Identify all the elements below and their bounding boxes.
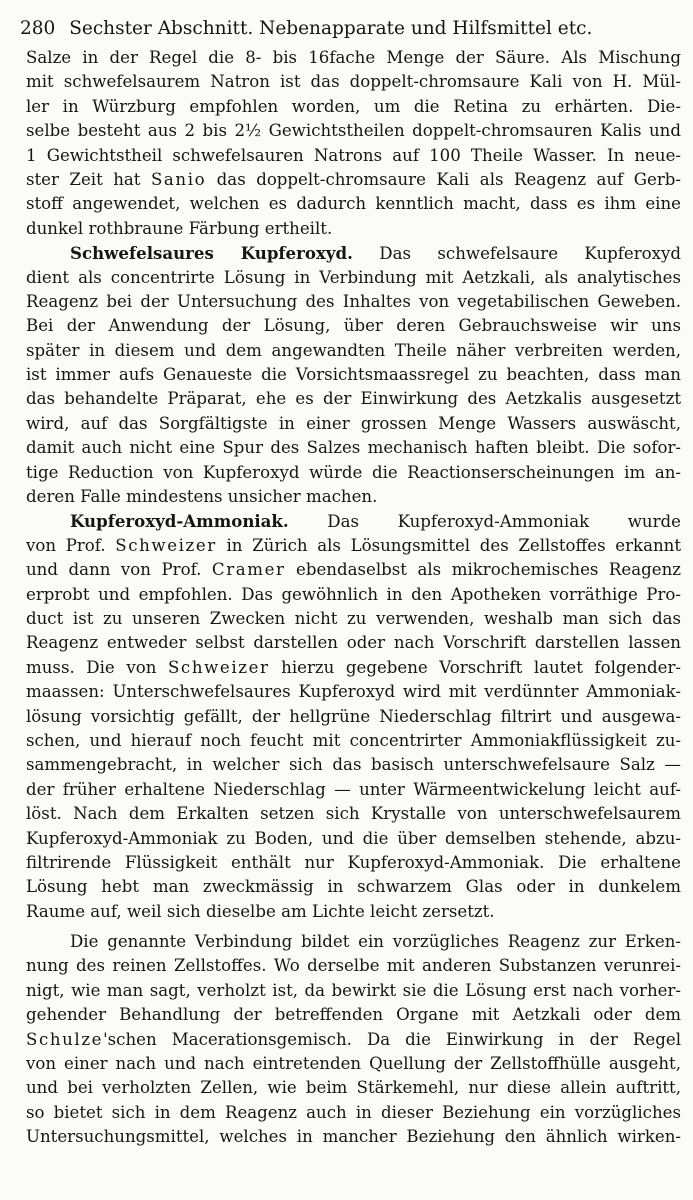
text-line: von Prof. Schweizer in Zürich als Lösungsmittel des Zellstoffes erkannt [26, 535, 681, 555]
text-line: 1 Gewichtstheil schwefelsauren Natrons auf 100 Theile Wasser. In neue- [26, 145, 681, 165]
text-line: Bei der Anwendung der Lösung, über deren Gebrauchsweise wir uns [26, 316, 681, 336]
text-line: Raume auf, weil sich dieselbe am Lichte leicht zersetzt. [26, 901, 495, 921]
text-line: ist immer aufs Genaueste die Vorsichtsmaassregel zu beachten, dass man [26, 365, 681, 385]
text-line: nigt, wie man sagt, verholzt ist, da bewirkt sie die Lösung erst nach vorher- [26, 980, 681, 1000]
text-line: mit schwefelsaurem Natron ist das doppelt-chromsaure Kali von H. Mül- [26, 72, 681, 92]
running-title: Sechster Abschnitt. Nebenapparate und Hilfsmittel etc. [69, 18, 593, 39]
text-line: Reagenz entweder selbst darstellen oder nach Vorschrift darstellen lassen [26, 633, 681, 653]
text-line: Reagenz bei der Untersuchung des Inhaltes von vegetabilischen Geweben. [26, 291, 681, 311]
text-line: das behandelte Präparat, ehe es der Einwirkung des Aetzkalis ausgesetzt [26, 389, 681, 409]
paragraph [26, 930, 681, 1150]
text-line: löst. Nach dem Erkalten setzen sich Krystalle von unterschwefelsaurem [26, 804, 681, 824]
text-line: Salze in der Regel die 8- bis 16fache Menge der Säure. Als Mischung [26, 48, 681, 67]
text-line: später in diesem und dem angewandten Theile näher verbreiten werden, [26, 340, 681, 360]
text-line: filtrirende Flüssigkeit enthält nur Kupferoxyd-Ammoniak. Die erhaltene [26, 852, 681, 872]
spaced-name: Sanio [150, 169, 207, 189]
text-line: Kupferoxyd-Ammoniak. Das Kupferoxyd-Ammoniak wurde [70, 511, 681, 532]
text-line: schen, und hierauf noch feucht mit concentrirter Ammoniakflüssigkeit zu- [26, 730, 681, 750]
text-line: und dann von Prof. Cramer ebendaselbst als mikrochemisches Reagenz [26, 560, 681, 580]
text-line: ster Zeit hat Sanio das doppelt-chromsaure Kali als Reagenz auf Gerb- [26, 169, 681, 189]
text-line: nung des reinen Zellstoffes. Wo derselbe mit anderen Substanzen verunrei- [26, 956, 681, 976]
text-line: Untersuchungsmittel, welches in mancher Beziehung den ähnlich wirken- [26, 1127, 681, 1147]
paragraph [26, 241, 681, 509]
text-line: muss. Die von Schweizer hierzu gegebene Vorschrift lautet folgender- [26, 657, 681, 677]
text-line: dunkel rothbraune Färbung ertheilt. [26, 218, 333, 238]
spaced-name: Schweizer [115, 535, 217, 555]
text-line: Lösung hebt man zweckmässig in schwarzem Glas oder in dunkelem [26, 877, 681, 897]
text-line: dient als concentrirte Lösung in Verbindung mit Aetzkali, als analytisches [26, 267, 681, 287]
text-line: wird, auf das Sorgfältigste in einer grossen Menge Wassers auswäscht, [26, 413, 681, 433]
running-header [20, 14, 680, 44]
text-line: gehender Behandlung der betreffenden Organe mit Aetzkali oder dem [26, 1005, 681, 1025]
text-line: Die genannte Verbindung bildet ein vorzügliches Reagenz zur Erken- [70, 932, 681, 952]
text-body [26, 46, 681, 1150]
spaced-name: Schweizer [167, 657, 270, 677]
paragraph [26, 509, 681, 924]
text-line: Schulze'schen Macerationsgemisch. Da die Einwirkung in der Regel [26, 1029, 681, 1049]
text-line: erprobt und empfohlen. Das gewöhnlich in den Apotheken vorräthige Pro- [26, 584, 681, 604]
text-line: maassen: Unterschwefelsaures Kupferoxyd wird mit verdünnter Ammoniak- [26, 682, 681, 702]
text-line: von einer nach und nach eintretenden Quellung der Zellstoffhülle ausgeht, [26, 1054, 681, 1074]
text-line: und bei verholzten Zellen, wie beim Stärkemehl, nur diese allein auftritt, [26, 1078, 681, 1098]
text-line: Kupferoxyd-Ammoniak zu Boden, und die über demselben stehende, abzu- [26, 828, 681, 848]
text-line: selbe besteht aus 2 bis 2½ Gewichtstheilen doppelt-chromsauren Kalis und [26, 121, 681, 141]
text-line: Schwefelsaures Kupferoxyd. Das schwefelsaure Kupferoxyd [70, 243, 681, 264]
paragraph [26, 46, 681, 241]
text-line: sammengebracht, in welcher sich das basisch unterschwefelsaure Salz — [26, 755, 681, 775]
text-line: tige Reduction von Kupferoxyd würde die Reactionserscheinungen im an- [26, 462, 681, 482]
section-heading: Kupferoxyd-Ammoniak. [70, 511, 289, 532]
spaced-name: Schulze [26, 1029, 104, 1049]
text-line: duct ist zu unseren Zwecken nicht zu verwenden, weshalb man sich das [26, 608, 681, 628]
text-line: lösung vorsichtig gefällt, der hellgrüne Niederschlag filtrirt und ausgewa- [26, 706, 681, 726]
text-line: so bietet sich in dem Reagenz auch in dieser Beziehung ein vorzügliches [26, 1102, 681, 1122]
spaced-name: Cramer [211, 560, 286, 580]
text-line: stoff angewendet, welchen es dadurch kenntlich macht, dass es ihm eine [26, 194, 681, 214]
section-heading: Schwefelsaures Kupferoxyd. [70, 243, 353, 264]
text-line: damit auch nicht eine Spur des Salzes mechanisch haften bleibt. Die sofor- [26, 438, 681, 458]
text-line: ler in Würzburg empfohlen worden, um die Retina zu erhärten. Die- [26, 96, 681, 116]
text-line: deren Falle mindestens unsicher machen. [26, 487, 378, 507]
text-line: der früher erhaltene Niederschlag — unter Wärmeentwickelung leicht auf- [26, 779, 681, 799]
page-number: 280 [20, 18, 56, 39]
